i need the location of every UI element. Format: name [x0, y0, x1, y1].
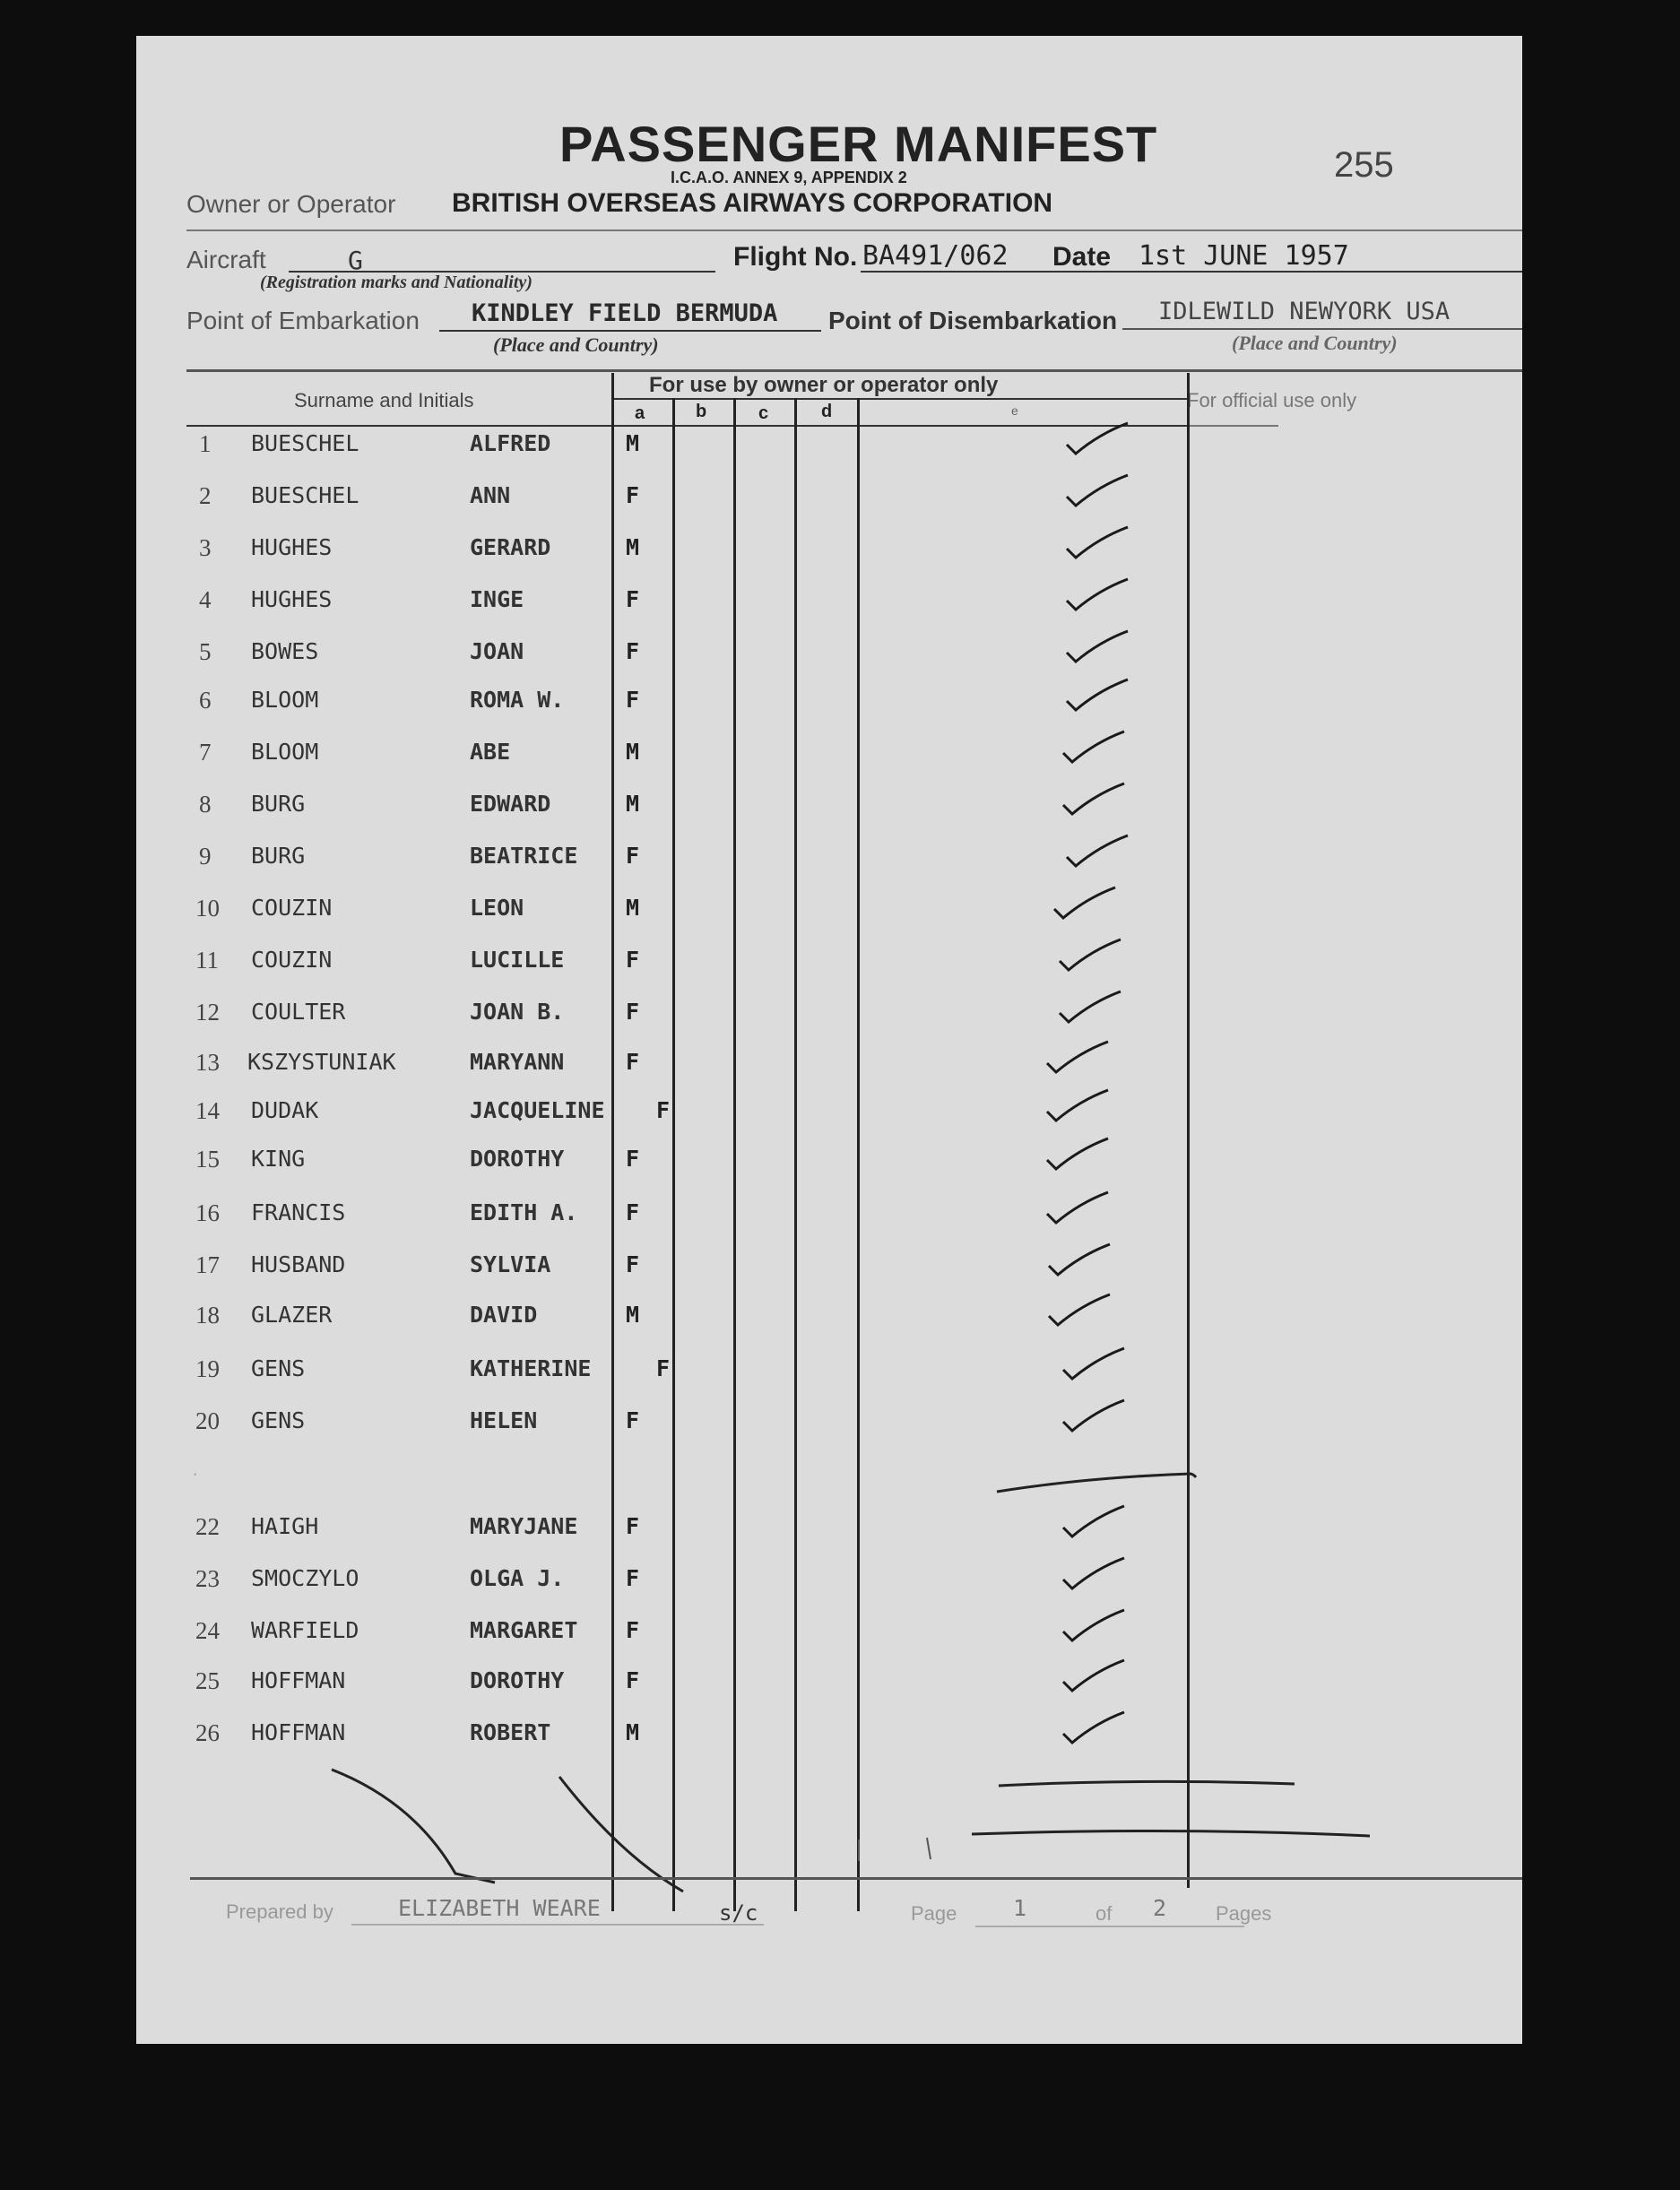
flight-no-value: BA491/062	[862, 240, 1009, 272]
row-surname: BUESCHEL	[251, 482, 359, 508]
row-surname: COUZIN	[251, 895, 333, 921]
flight-no-label: Flight No.	[733, 242, 858, 272]
row-surname: BLOOM	[251, 687, 319, 713]
row-given-name: JOAN B.	[470, 999, 565, 1025]
row-sex: M	[626, 430, 640, 456]
row-surname: GENS	[251, 1355, 306, 1381]
manifest-sheet	[136, 36, 1522, 2044]
row-surname: BOWES	[251, 638, 319, 664]
row-sex: F	[626, 947, 640, 973]
row-sex: F	[626, 1617, 640, 1643]
disembark-value: IDLEWILD NEWYORK USA	[1158, 298, 1451, 325]
row-sex: M	[626, 791, 640, 817]
row-given-name: MARYJANE	[470, 1513, 578, 1539]
page-underline	[975, 1926, 1244, 1927]
official-header: For official use only	[1187, 389, 1357, 411]
row-surname: WARFIELD	[251, 1617, 359, 1643]
row-number: 19	[195, 1355, 220, 1382]
row-number: 1	[199, 430, 212, 457]
page-title: PASSENGER MANIFEST	[559, 116, 1158, 172]
owner-label: Owner or Operator	[186, 190, 396, 218]
prepared-label: Prepared by	[226, 1900, 333, 1923]
row-sex: M	[626, 895, 640, 921]
row-sex: F	[626, 1513, 640, 1539]
row-sex: F	[626, 1407, 640, 1433]
row-number: 14	[195, 1097, 220, 1124]
row-sex: F	[626, 687, 640, 713]
row-given-name: JACQUELINE	[470, 1097, 605, 1123]
disembark-note: (Place and Country)	[1232, 332, 1398, 354]
row-given-name: JOAN	[470, 638, 524, 664]
row-sex: M	[626, 1302, 640, 1328]
row-sex: F	[626, 1199, 640, 1225]
row-surname: BLOOM	[251, 739, 319, 765]
disembark-label: Point of Disembarkation	[828, 307, 1118, 334]
embark-label: Point of Embarkation	[186, 307, 420, 334]
row-given-name: INGE	[470, 586, 524, 612]
date-value: 1st JUNE 1957	[1139, 240, 1349, 272]
row-given-name: DAVID	[470, 1302, 538, 1328]
row-sex: F	[626, 482, 640, 508]
row-surname: FRANCIS	[251, 1199, 346, 1225]
row-given-name: LEON	[470, 895, 524, 921]
row-given-name: ALFRED	[470, 430, 551, 456]
row-surname: HUGHES	[251, 586, 333, 612]
row-number: 5	[199, 638, 212, 665]
col-a-header: a	[635, 403, 645, 423]
row-number: 15	[195, 1146, 220, 1173]
row-surname: HOFFMAN	[251, 1667, 346, 1693]
row-surname: HUGHES	[251, 534, 333, 560]
row-given-name: ROBERT	[470, 1719, 551, 1745]
row-given-name: DOROTHY	[470, 1667, 565, 1693]
row-sex: F	[626, 1565, 640, 1591]
row-given-name: ROMA W.	[470, 687, 565, 713]
col-c-header: c	[758, 403, 769, 423]
row-surname: DUDAK	[251, 1097, 319, 1123]
row-number: 12	[195, 999, 220, 1026]
row-sex: F	[626, 586, 640, 612]
row-surname: COUZIN	[251, 947, 333, 973]
row-number: 17	[195, 1251, 220, 1278]
pages-label: Pages	[1216, 1902, 1272, 1925]
date-label: Date	[1052, 242, 1112, 272]
row-number: 3	[199, 534, 212, 561]
row-sex: M	[626, 1719, 640, 1745]
row-number: 10	[195, 895, 220, 922]
row-sex: F	[656, 1355, 671, 1381]
page-ref-number: 255	[1334, 145, 1394, 185]
footer-rule	[190, 1877, 1522, 1880]
row-sex: F	[626, 1049, 640, 1075]
page-value: 1	[1013, 1895, 1027, 1921]
row-sex: M	[626, 534, 640, 560]
row-sex: M	[626, 739, 640, 765]
col-e-header: e	[1011, 403, 1018, 418]
row-surname: HAIGH	[251, 1513, 319, 1539]
row-given-name: GERARD	[470, 534, 551, 560]
row-sex: F	[626, 843, 640, 869]
row-surname: HOFFMAN	[251, 1719, 346, 1745]
row-number: 13	[195, 1049, 220, 1076]
aircraft-note: (Registration marks and Nationality)	[260, 273, 533, 292]
row-sex: F	[626, 1146, 640, 1172]
row-given-name: MARGARET	[470, 1617, 578, 1643]
owner-value: BRITISH OVERSEAS AIRWAYS CORPORATION	[452, 188, 1053, 218]
operator-header: For use by owner or operator only	[649, 373, 999, 397]
row-number: 20	[195, 1407, 220, 1434]
row-number: 6	[199, 687, 212, 714]
row-given-name: BEATRICE	[470, 843, 578, 869]
row-number: 23	[195, 1565, 220, 1592]
page-subtitle: I.C.A.O. ANNEX 9, APPENDIX 2	[671, 169, 907, 186]
row-number: 11	[195, 947, 219, 974]
row-given-name: ABE	[470, 739, 511, 765]
row-sex: F	[626, 1251, 640, 1277]
row-given-name: KATHERINE	[470, 1355, 592, 1381]
row-number: 8	[199, 791, 212, 818]
embark-value: KINDLEY FIELD BERMUDA	[472, 299, 778, 327]
row-given-name: HELEN	[470, 1407, 538, 1433]
row-number: 25	[195, 1667, 220, 1694]
row-given-name: EDITH A.	[470, 1199, 578, 1225]
row-number: 4	[199, 586, 212, 613]
prepared-underline	[351, 1924, 764, 1926]
pages-value: 2	[1153, 1895, 1167, 1921]
row-given-name: EDWARD	[470, 791, 551, 817]
row-surname: BUESCHEL	[251, 430, 359, 456]
row-number: 16	[195, 1199, 220, 1226]
col-b-header: b	[696, 402, 707, 421]
row-surname: KSZYSTUNIAK	[247, 1049, 396, 1075]
row-sex: F	[626, 638, 640, 664]
row-surname: BURG	[251, 791, 306, 817]
row-given-name: SYLVIA	[470, 1251, 551, 1277]
row-number: 24	[195, 1617, 220, 1644]
row-given-name: LUCILLE	[470, 947, 565, 973]
row-number: 7	[199, 739, 212, 766]
row-surname: GENS	[251, 1407, 306, 1433]
row-sex: F	[656, 1097, 671, 1123]
handwritten-strokes	[136, 36, 1522, 2044]
row-surname: KING	[251, 1146, 306, 1172]
row-given-name: MARYANN	[470, 1049, 565, 1075]
row-given-name: DOROTHY	[470, 1146, 565, 1172]
row-sex: F	[626, 1667, 640, 1693]
prepared-value: ELIZABETH WEARE	[398, 1895, 601, 1921]
aircraft-label: Aircraft	[186, 246, 266, 273]
of-label: of	[1095, 1902, 1113, 1925]
row-surname: GLAZER	[251, 1302, 333, 1328]
row-surname: COULTER	[251, 999, 346, 1025]
row-surname: HUSBAND	[251, 1251, 346, 1277]
surname-header: Surname and Initials	[294, 389, 474, 411]
embark-note: (Place and Country)	[493, 333, 659, 356]
row-number: 9	[199, 843, 212, 870]
row-sex: F	[626, 999, 640, 1025]
row-number: 22	[195, 1513, 220, 1540]
row-surname: BURG	[251, 843, 306, 869]
row-surname: SMOCZYLO	[251, 1565, 359, 1591]
row-number: 26	[195, 1719, 220, 1746]
col-d-header: d	[821, 402, 833, 421]
row-number: 18	[195, 1302, 220, 1329]
aircraft-value: G	[348, 246, 363, 275]
prepared-suffix: s/c	[719, 1900, 758, 1926]
row-21-marker: ·	[192, 1463, 199, 1485]
row-given-name: ANN	[470, 482, 511, 508]
row-number: 2	[199, 482, 212, 509]
page-label: Page	[911, 1902, 957, 1925]
row-given-name: OLGA J.	[470, 1565, 565, 1591]
